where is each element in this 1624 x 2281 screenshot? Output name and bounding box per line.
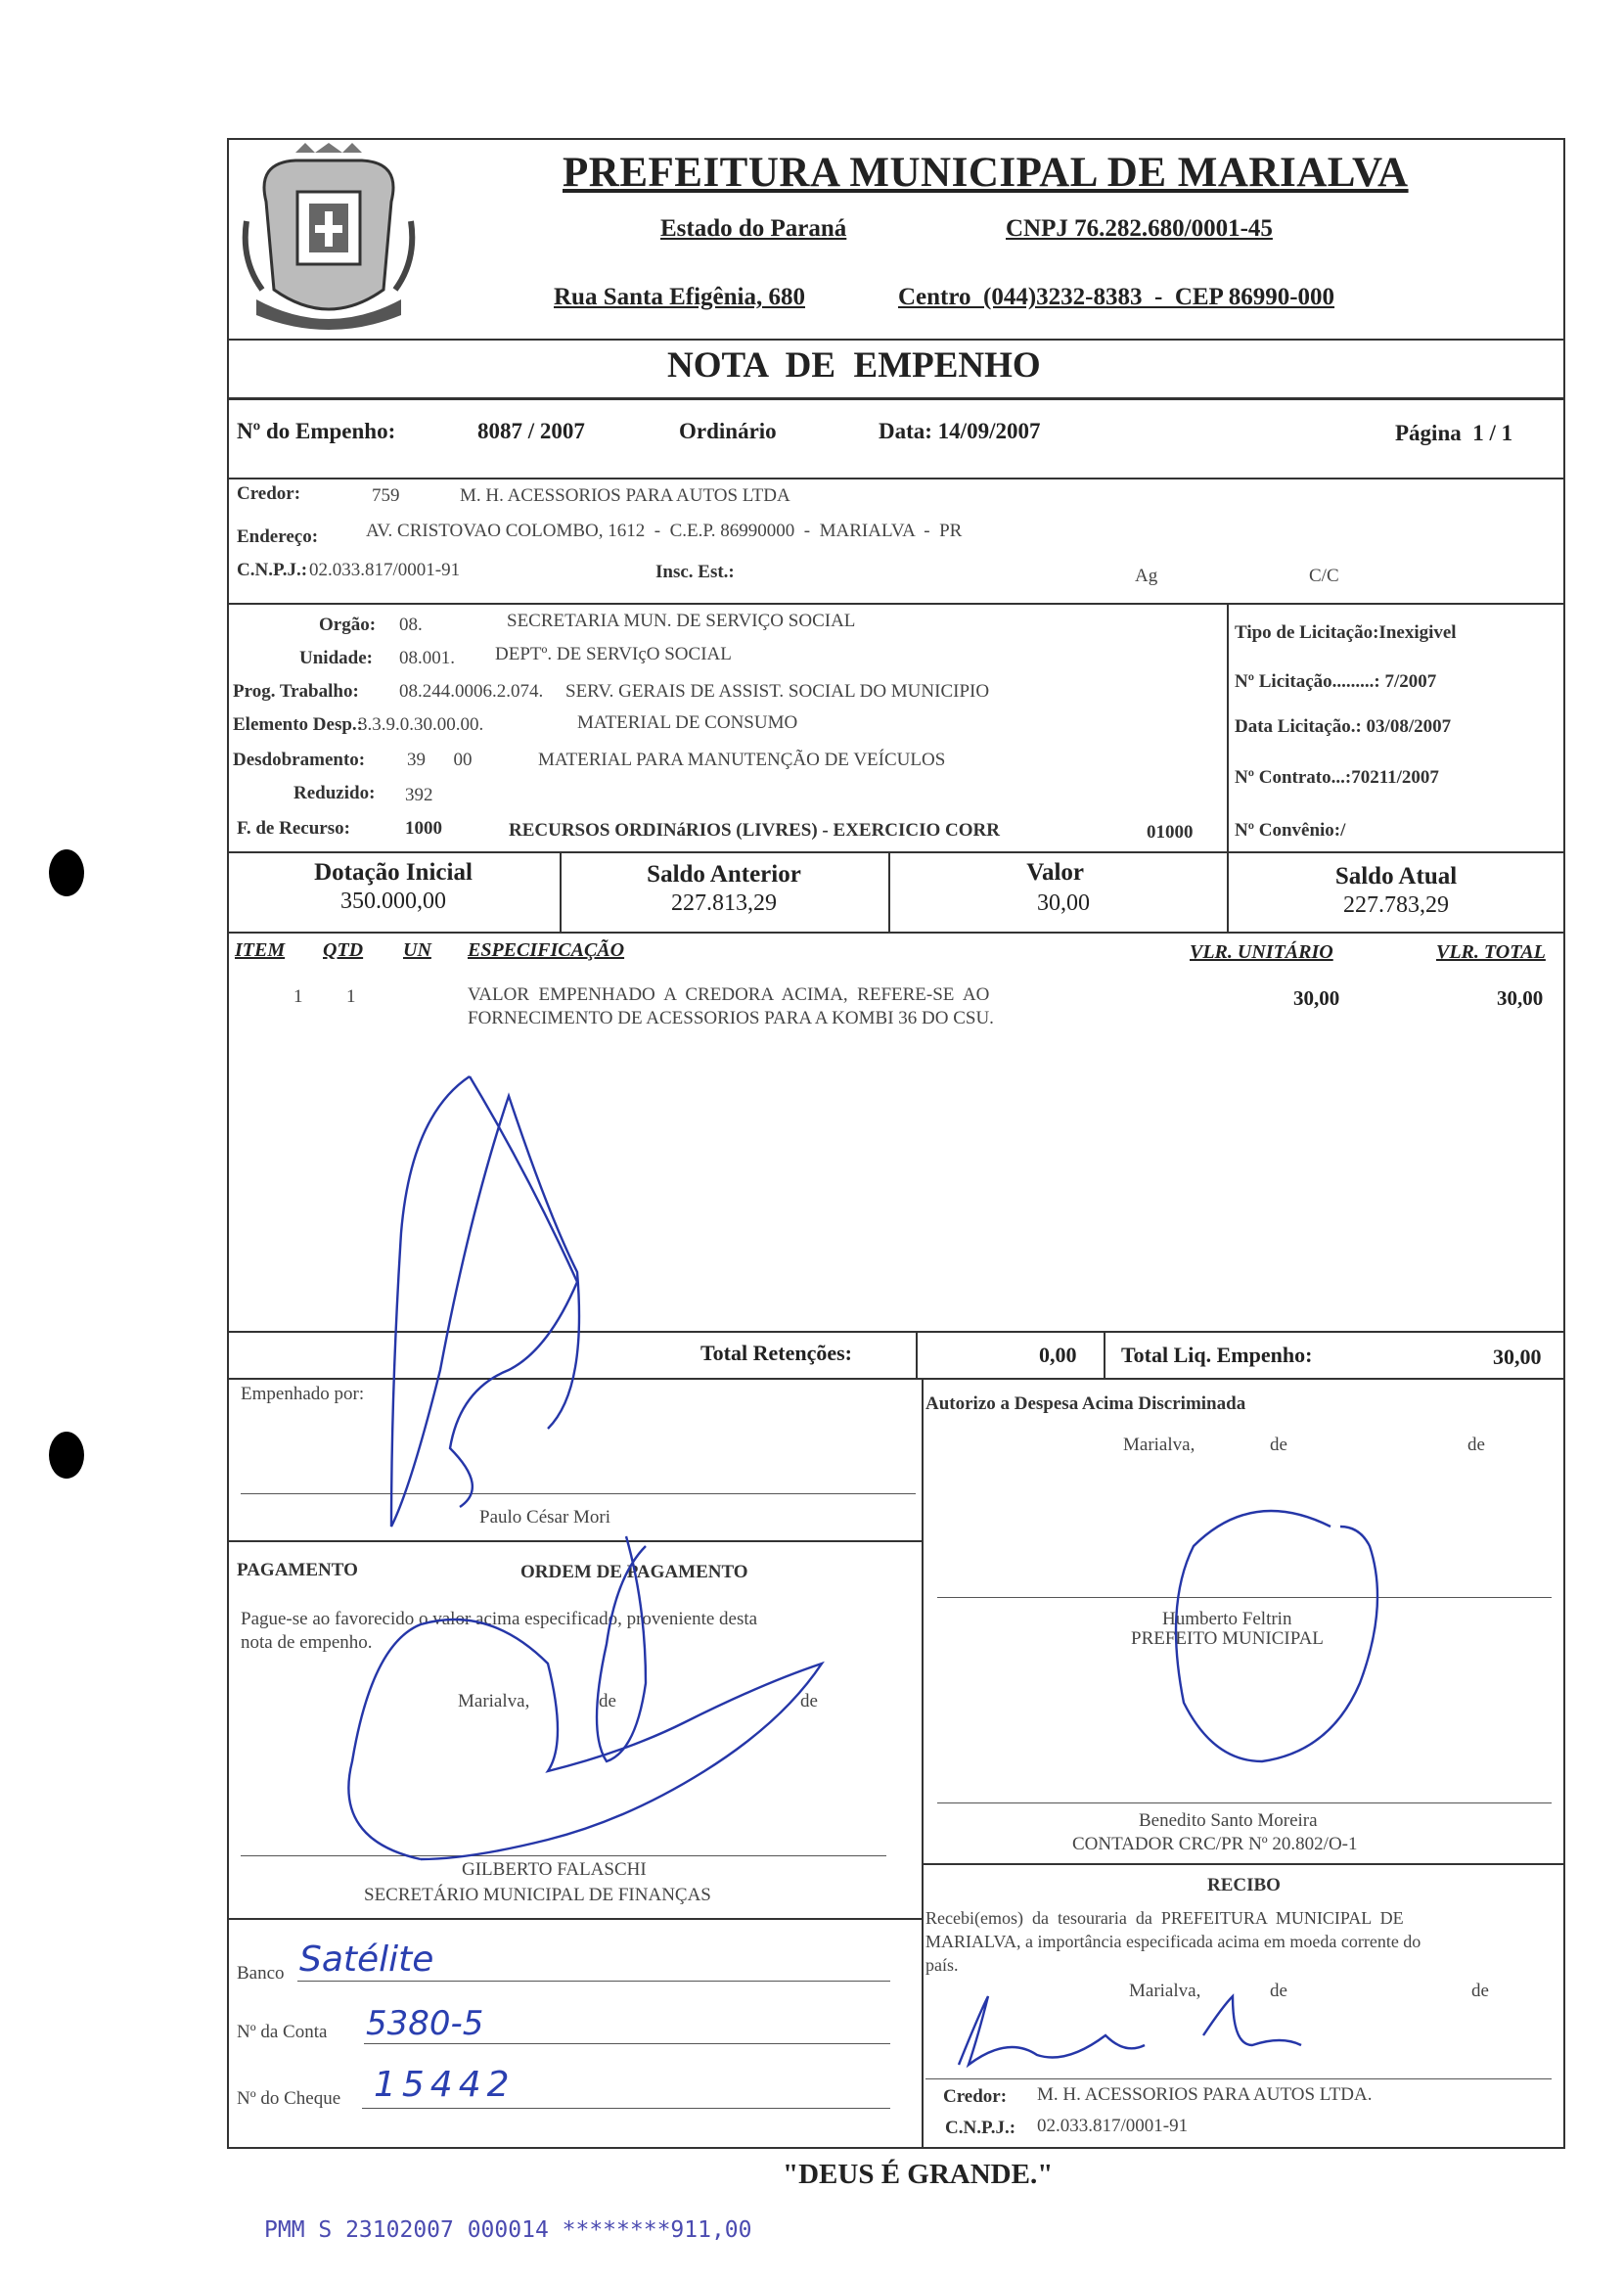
recurso-label: F. de Recurso: (237, 818, 350, 839)
recibo-credor-label: Credor: (943, 2086, 1008, 2107)
footer-stamp: PMM S 23102007 000014 ********911,00 (264, 2217, 752, 2243)
conta-value: 5380-5 (366, 2004, 484, 2043)
recurso-number: 01000 (1147, 822, 1194, 843)
recibo-cnpj-label: C.N.P.J.: (945, 2118, 1016, 2138)
dotacao-label: Dotação Inicial (314, 859, 473, 886)
autorizo-label: Autorizo a Despesa Acima Discriminada (925, 1393, 1246, 1414)
elemento-code: 3.3.9.0.30.00.00. (358, 714, 484, 735)
retencoes-value: 0,00 (1039, 1343, 1077, 1367)
data-licitacao: Data Licitação.: 03/08/2007 (1235, 716, 1452, 737)
row-item: 1 (293, 986, 303, 1007)
prog-code: 08.244.0006.2.074. (399, 681, 544, 702)
orgao-name: SECRETARIA MUN. DE SERVIÇO SOCIAL (507, 611, 856, 631)
credor-label: Credor: (237, 483, 301, 504)
col-vlr-unitario: VLR. UNITÁRIO (1190, 941, 1333, 963)
auth-de2: de (1467, 1435, 1485, 1455)
recibo-cnpj-value: 02.033.817/0001-91 (1037, 2116, 1189, 2136)
pagamento-label: PAGAMENTO (237, 1560, 358, 1580)
auth-marialva: Marialva, (1123, 1435, 1195, 1455)
unidade-name: DEPTº. DE SERVIçO SOCIAL (495, 644, 732, 664)
empenho-page: Página 1 / 1 (1395, 421, 1513, 445)
orgao-label: Orgão: (319, 615, 377, 635)
liquido-label: Total Liq. Empenho: (1121, 1343, 1313, 1367)
empenho-label: Nº do Empenho: (237, 419, 396, 443)
liquido-value: 30,00 (1493, 1345, 1542, 1369)
conta-label: Nº da Conta (237, 2022, 328, 2042)
desdobramento-label: Desdobramento: (233, 750, 366, 770)
cheque-label: Nº do Cheque (237, 2088, 341, 2109)
signature-empenho (391, 1076, 579, 1527)
retencoes-label: Total Retenções: (700, 1341, 852, 1365)
valor-label: Valor (1026, 859, 1084, 886)
header-title: PREFEITURA MUNICIPAL DE MARIALVA (563, 150, 1409, 196)
header-contact: Centro (044)3232-8383 - CEP 86990-000 (898, 284, 1335, 310)
recibo-credor-name: M. H. ACESSORIOS PARA AUTOS LTDA. (1037, 2084, 1373, 2105)
unidade-code: 08.001. (399, 648, 455, 668)
ag-label: Ag (1135, 566, 1158, 586)
saldo-atual-label: Saldo Atual (1334, 863, 1458, 890)
saldo-atual-value: 227.783,29 (1343, 892, 1449, 918)
elemento-label: Elemento Desp.: (233, 714, 363, 735)
address-label: Endereço: (237, 526, 319, 547)
row-spec-line2: FORNECIMENTO DE ACESSORIOS PARA A KOMBI 36 DO CSU. (468, 1008, 994, 1028)
banco-label: Banco (237, 1963, 285, 1984)
recibo-de2: de (1471, 1981, 1489, 2001)
col-vlr-total: VLR. TOTAL (1436, 941, 1546, 963)
op-de2: de (800, 1691, 818, 1711)
valor-value: 30,00 (1037, 890, 1090, 916)
num-contrato: Nº Contrato...:70211/2007 (1235, 767, 1439, 788)
reduzido-label: Reduzido: (293, 783, 376, 803)
unidade-label: Unidade: (299, 648, 373, 668)
col-especificacao: ESPECIFICAÇÃO (468, 939, 625, 961)
signature-secretario (348, 1620, 822, 1859)
footer-motto: "DEUS É GRANDE." (783, 2159, 1054, 2190)
orgao-code: 08. (399, 615, 423, 635)
col-qtd: QTD (323, 939, 364, 961)
recurso-name: RECURSOS ORDINáRIOS (LIVRES) - EXERCICIO CORR (509, 820, 1000, 841)
col-item: ITEM (235, 939, 286, 961)
row-qtd: 1 (346, 986, 356, 1007)
op-marialva: Marialva, (458, 1691, 530, 1711)
reduzido-value: 392 (405, 785, 433, 805)
header-state: Estado do Paraná (660, 215, 847, 242)
contador-name: Benedito Santo Moreira (1139, 1810, 1318, 1831)
document-title: NOTA DE EMPENHO (667, 345, 1041, 386)
signature-prefeito (1176, 1511, 1377, 1761)
saldo-anterior-label: Saldo Anterior (647, 861, 801, 888)
credor-code: 759 (372, 485, 400, 506)
recibo-text-line2: MARIALVA, a importância especificada acima em moeda corrente do (925, 1932, 1421, 1951)
recibo-marialva: Marialva, (1129, 1981, 1201, 2001)
op-de1: de (599, 1691, 616, 1711)
elemento-name: MATERIAL DE CONSUMO (577, 712, 798, 733)
recibo-de1: de (1270, 1981, 1287, 2001)
empenho-type: Ordinário (679, 419, 777, 443)
num-licitacao: Nº Licitação.........: 7/2007 (1235, 671, 1437, 692)
cc-label: C/C (1309, 566, 1339, 586)
credor-address: AV. CRISTOVAO COLOMBO, 1612 - C.E.P. 86990000 - MARIALVA - PR (366, 521, 963, 541)
empenho-date: Data: 14/09/2007 (879, 419, 1041, 443)
credor-name: M. H. ACESSORIOS PARA AUTOS LTDA (460, 485, 790, 506)
row-spec-line1: VALOR EMPENHADO A CREDORA ACIMA, REFERE-SE AO (468, 984, 990, 1005)
col-un: UN (403, 939, 431, 961)
recibo-text-line1: Recebi(emos) da tesouraria da PREFEITURA MUNICIPAL DE (925, 1908, 1404, 1928)
insc-label: Insc. Est.: (655, 562, 735, 582)
prog-name: SERV. GERAIS DE ASSIST. SOCIAL DO MUNICIPIO (565, 681, 990, 702)
empenhado-name: Paulo César Mori (479, 1507, 611, 1528)
contador-title: CONTADOR CRC/PR Nº 20.802/O-1 (1072, 1834, 1358, 1854)
desdobramento-name: MATERIAL PARA MANUTENÇÃO DE VEÍCULOS (538, 750, 946, 770)
row-total-value: 30,00 (1497, 986, 1544, 1010)
empenho-number: 8087 / 2007 (477, 419, 585, 443)
auth-de1: de (1270, 1435, 1287, 1455)
dotacao-value: 350.000,00 (340, 889, 446, 914)
ordem-pagamento-label: ORDEM DE PAGAMENTO (520, 1562, 748, 1582)
tipo-licitacao: Tipo de Licitação:Inexigivel (1235, 622, 1457, 643)
recibo-label: RECIBO (1207, 1875, 1281, 1895)
recurso-code: 1000 (405, 818, 442, 839)
recibo-text-line3: país. (925, 1955, 959, 1975)
secretario-name: GILBERTO FALASCHI (462, 1859, 647, 1880)
prog-label: Prog. Trabalho: (233, 681, 359, 702)
cnpj-label: C.N.P.J.: (237, 560, 308, 580)
empenhado-label: Empenhado por: (241, 1384, 365, 1404)
secretario-title: SECRETÁRIO MUNICIPAL DE FINANÇAS (364, 1885, 711, 1905)
pague-text-line1: Pague-se ao favorecido o valor acima especificado, proveniente desta (241, 1609, 758, 1629)
prefeito-title: PREFEITO MUNICIPAL (1131, 1628, 1324, 1649)
prefeito-name: Humberto Feltrin (1162, 1609, 1292, 1629)
credor-cnpj: 02.033.817/0001-91 (309, 560, 461, 580)
desdobramento-code: 39 00 (407, 750, 473, 770)
cheque-value: 15442 (374, 2065, 516, 2105)
num-convenio: Nº Convênio:/ (1235, 820, 1346, 841)
banco-value: Satélite (299, 1939, 434, 1980)
header-cnpj: CNPJ 76.282.680/0001-45 (1006, 215, 1273, 242)
signature-recibo (959, 1996, 1301, 2065)
pague-text-line2: nota de empenho. (241, 1632, 373, 1653)
row-unit-value: 30,00 (1293, 986, 1340, 1010)
saldo-anterior-value: 227.813,29 (671, 890, 777, 916)
header-street: Rua Santa Efigênia, 680 (554, 284, 805, 310)
